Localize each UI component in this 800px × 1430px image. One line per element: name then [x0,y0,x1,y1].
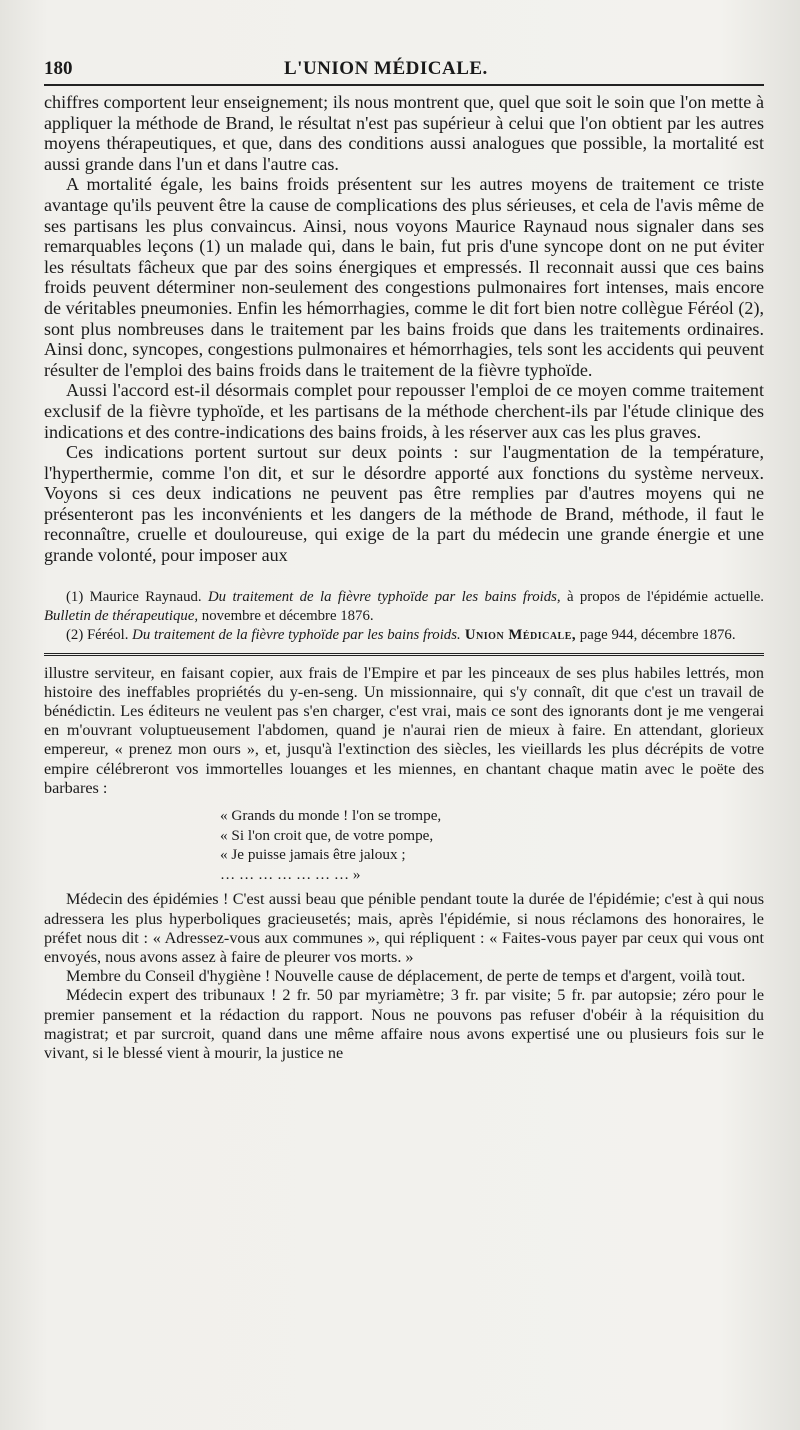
footnote-2-journal: Union Médicale, [460,626,577,643]
verse-line: « Si l'on croit que, de votre pompe, [220,826,434,844]
footnote-1-journal: Bulletin de thérapeutique, [44,607,199,624]
footnote-2 [44,626,764,645]
article-paragraph-1: chiffres comportent leur enseignement; ils nous montrent que, quel que soit le soin que l'on mette à appliquer la méthode de Brand, le résultat n'est pas supérieur à celui que l'on obtient par les autres moyens thérapeutiques, et que, dans des conditions aussi analogues que possible, la mortalité est aussi grande dans l'un et dans l'autre cas. [44,92,764,174]
footnote-2-lead: (2) Féréol. [66,626,133,643]
feuilleton-section [44,664,764,1064]
feuilleton-paragraph-4: Médecin expert des tribunaux ! 2 fr. 50 par myriamètre; 3 fr. par visite; 5 fr. par autopsie; zéro pour le premier pansement et la rédaction du rapport. Nous ne pouvons pas refuser d'obéir à la réquisition du magistrat; et par surcroit, quand dans une même affaire nous avons expertisé une ou plusieurs fois sur le vivant, si le blessé vient à mourir, la justice ne [44,986,764,1063]
page-number: 180 [44,58,73,79]
article-body [44,92,764,566]
running-header [44,58,764,86]
verse-quotation [220,806,764,884]
verse-line: « Grands du monde ! l'on se trompe, [220,807,442,825]
verse-line: « Je puisse jamais être jaloux ; [220,846,406,864]
footnote-1-mid: à propos de l'épidémie actuelle. [560,588,764,605]
article-paragraph-3: Aussi l'accord est-il désormais complet pour repousser l'emploi de ce moyen comme traitement exclusif de la fièvre typhoïde, et les partisans de la méthode cherchent-ils par l'étude clinique des indications et des contre-indications des bains froids, à les réserver aux cas les plus graves. [44,380,764,442]
footnote-2-title: Du traitement de la fièvre typhoïde par les bains froids. [132,626,461,643]
article-paragraph-4: Ces indications portent surtout sur deux points : sur l'augmentation de la température, l'hyperthermie, comme l'on dit, et sur le désordre apporté aux fonctions du système nerveux. Voyons si ces deux indications ne peuvent pas être remplies par d'autres moyens qui ne présenteront pas les inconvénients et les dangers de la méthode de Brand, méthode, il faut le reconnaître, cruelle et douloureuse, qui exige de la part du médecin une grande énergie et une grande volonté, pour imposer aux [44,442,764,566]
verse-line: … … … … … … … » [220,865,361,883]
footnote-1 [44,588,764,626]
feuilleton-paragraph-2: Médecin des épidémies ! C'est aussi beau que pénible pendant toute la durée de l'épidémie; c'est à qui nous adressera les plus hyperboliques gracieusetés; mais, après l'épidémie, si nous réclamons des honoraires, le préfet nous dit : « Adressez-vous aux communes », qui répliquent : « Faites-vous payer par ceux qui vous ont envoyés, nous avons assez à faire de pleurer vos morts. » [44,890,764,967]
journal-title: L'UNION MÉDICALE. [284,58,488,79]
footnote-1-lead: (1) Maurice Raynaud. [66,588,208,605]
footnotes [44,588,764,645]
feuilleton-divider [44,653,764,656]
feuilleton-paragraph-3: Membre du Conseil d'hygiène ! Nouvelle cause de déplacement, de perte de temps et d'argent, voilà tout. [66,967,746,986]
footnote-1-date: novembre et décembre 1876. [198,607,374,624]
article-paragraph-2: A mortalité égale, les bains froids présentent sur les autres moyens de traitement ce triste avantage qu'ils peuvent être la cause de complications des plus sérieuses, et cela de l'avis même de ses partisans les plus convaincus. Ainsi, nous voyons Maurice Raynaud nous signaler dans ses remarquables leçons (1) un malade qui, dans le bain, fut pris d'une syncope dont on ne put éviter les résultats fâcheux que par des soins énergiques et empressés. Il reconnait aussi que ces bains froids peuvent déterminer non-seulement des congestions pulmonaires fort intenses, mais encore de véritables pneumonies. Enfin les hémorrhagies, comme le dit fort bien notre collègue Féréol (2), sont plus nombreuses dans le traitement par les bains froids que dans les traitements ordinaires. Ainsi donc, syncopes, congestions pulmonaires et hémorrhagies, tels sont les accidents qui peuvent résulter de l'emploi des bains froids dans le traitement de la fièvre typhoïde. [44,174,764,380]
footnote-2-date: page 944, décembre 1876. [576,626,736,643]
feuilleton-paragraph-1: illustre serviteur, en faisant copier, aux frais de l'Empire et par les pinceaux de ses plus habiles lettrés, mon histoire des ineffables propriétés du y-en-seng. Un missionnaire, qui s'y connaît, dit que c'est un travail de bénédictin. Les éditeurs ne veulent pas s'en charger, c'est vrai, mais ce sont des ignorants dont je me vengerai en m'ouvrant voluptueusement l'abdomen, quand je n'aurai rien de mieux à faire. En attendant, glorieux empereur, « prenez mon ours », et, jusqu'à l'extinction des siècles, les vieillards les plus décrépits de votre empire célébreront vos immortelles louanges et les miennes, en chantant chaque matin avec le poëte des barbares : [44,663,764,797]
footnote-1-title: Du traitement de la fièvre typhoïde par les bains froids, [207,588,561,605]
